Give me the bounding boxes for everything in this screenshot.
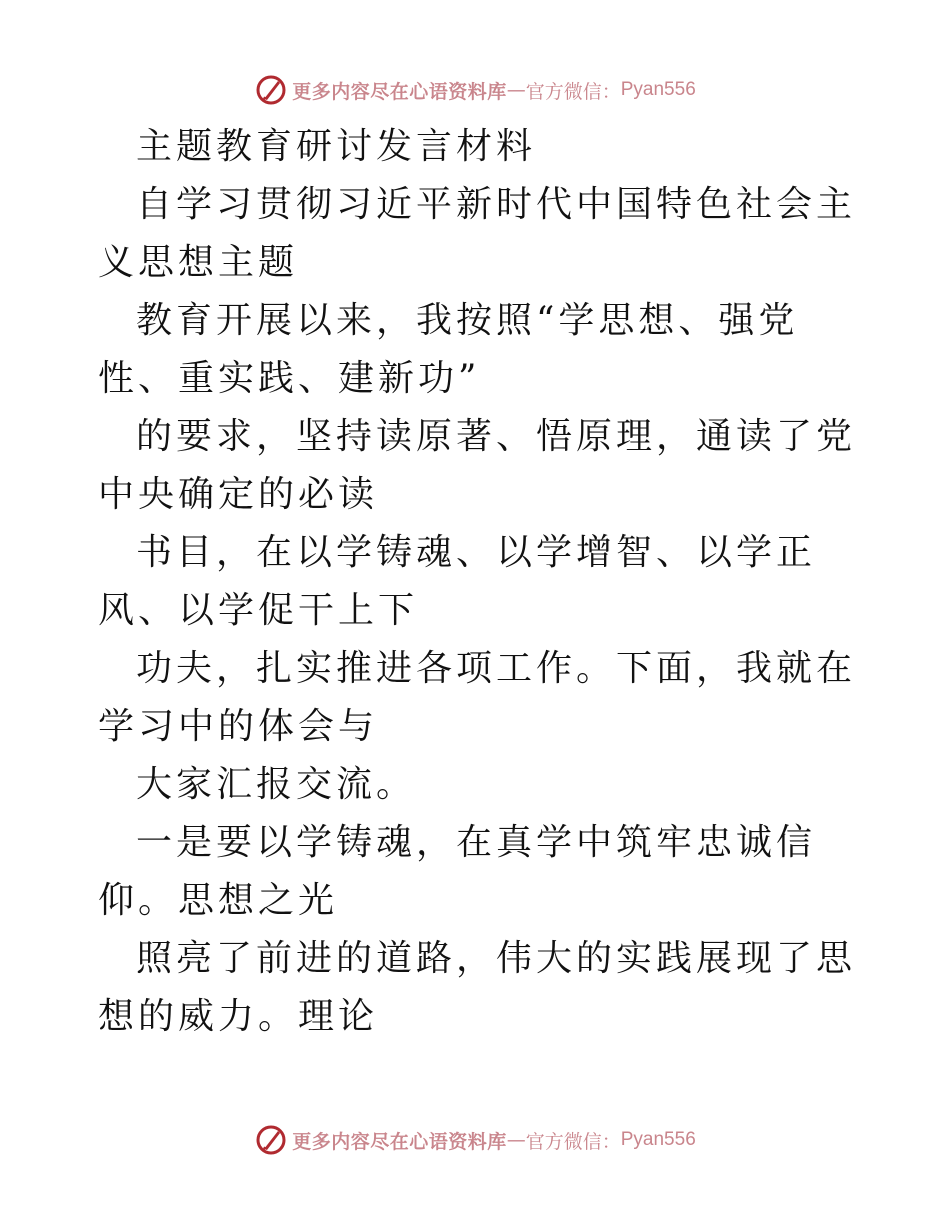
paragraph-3: 的要求，坚持读原著、悟原理，通读了党中央确定的必读 [98, 416, 857, 515]
paragraph-8: 照亮了前进的道路，伟大的实践展现了思想的威力。理论 [98, 938, 857, 1037]
quill-logo-icon [254, 73, 288, 107]
paragraph-4: 书目，在以学铸魂、以学增智、以学正风、以学促干上下 [98, 532, 817, 631]
document-title: 主题教育研讨发言材料 [136, 126, 537, 167]
header-banner [0, 70, 950, 110]
banner-text: 更多内容尽在心语资料库 [292, 1130, 507, 1153]
banner-wechat-id: Pyan556 [620, 79, 696, 100]
banner-wechat-id: Pyan556 [620, 1129, 696, 1150]
quill-logo-icon [254, 1123, 288, 1157]
paragraph-6: 大家汇报交流。 [136, 764, 417, 805]
paragraph-5: 功夫，扎实推进各项工作。下面，我就在学习中的体会与 [98, 648, 857, 747]
banner-wechat-label: 官方微信： [525, 1130, 621, 1153]
banner-text: 更多内容尽在心语资料库 [292, 80, 507, 103]
paragraph-7: 一是要以学铸魂，在真学中筑牢忠诚信仰。思想之光 [98, 822, 817, 921]
banner-separator: — [506, 1129, 526, 1151]
paragraph-2: 教育开展以来，我按照“学思想、强党性、重实践、建新功” [98, 300, 799, 399]
banner-separator: — [506, 79, 526, 101]
footer-banner [0, 1120, 950, 1160]
paragraph-1: 自学习贯彻习近平新时代中国特色社会主义思想主题 [98, 184, 857, 283]
document-body [98, 118, 858, 1046]
banner-wechat-label: 官方微信： [525, 80, 621, 103]
